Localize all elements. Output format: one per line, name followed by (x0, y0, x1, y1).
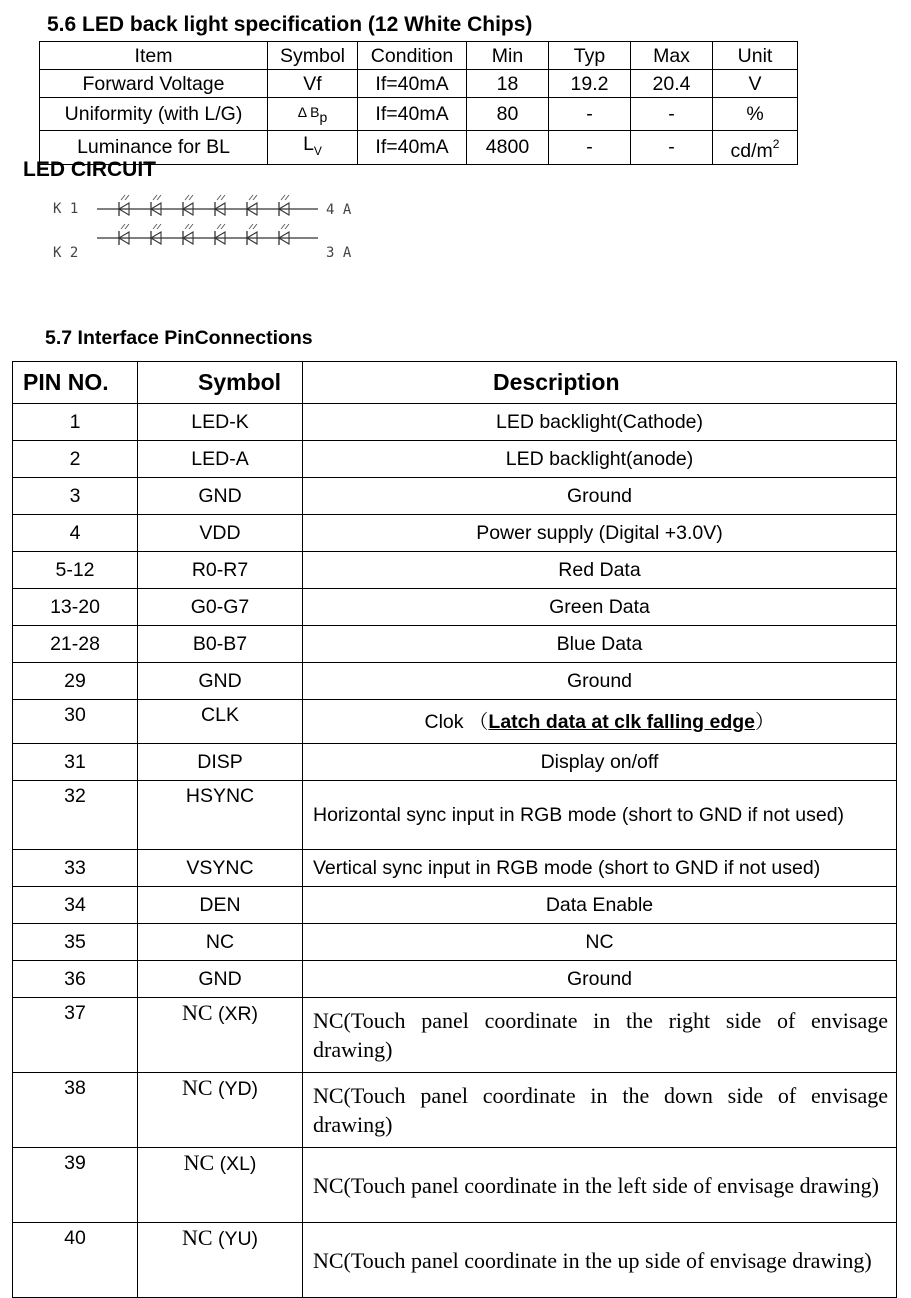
description-cell: NC (303, 924, 897, 961)
description-cell: LED backlight(anode) (303, 441, 897, 478)
description-prefix: Clok （ (424, 710, 489, 733)
cell-typ: 19.2 (549, 70, 631, 98)
table-row (40, 70, 798, 98)
table-row (13, 663, 897, 700)
symbol-cell: GND (138, 663, 303, 700)
led-diode-icon (215, 195, 225, 216)
header-max: Max (631, 42, 713, 70)
header-symbol: Symbol (268, 42, 358, 70)
table-row (13, 478, 897, 515)
table-row (13, 404, 897, 441)
cell-condition: If=40mA (358, 98, 467, 131)
pin-cell: 30 (13, 700, 138, 744)
header-unit: Unit (713, 42, 798, 70)
symbol-text: L (303, 132, 314, 155)
led-diode-icon (279, 224, 289, 245)
description-cell: Ground (303, 478, 897, 515)
symbol-cell: VDD (138, 515, 303, 552)
unit-superscript: 2 (772, 136, 780, 151)
led-diode-icon (151, 195, 161, 216)
symbol-paren: (YU) (217, 1228, 259, 1250)
pin-cell: 40 (13, 1223, 138, 1298)
symbol-cell: DEN (138, 887, 303, 924)
description-cell: Ground (303, 663, 897, 700)
pin-cell: 2 (13, 441, 138, 478)
cell-symbol (268, 130, 358, 164)
table-header-row (13, 362, 897, 404)
unit-text: cd/m (730, 139, 773, 162)
led-diode-icon (119, 195, 129, 216)
description-cell: Blue Data (303, 626, 897, 663)
header-condition: Condition (358, 42, 467, 70)
cell-condition: If=40mA (358, 70, 467, 98)
symbol-cell: VSYNC (138, 850, 303, 887)
table-row (13, 887, 897, 924)
led-diode-icon (215, 224, 225, 245)
led-diode-icon (183, 224, 193, 245)
cell-unit: V (713, 70, 798, 98)
pin-cell: 21-28 (13, 626, 138, 663)
pin-cell: 34 (13, 887, 138, 924)
table-row (13, 924, 897, 961)
table-header-row (40, 42, 798, 70)
table-row (13, 1148, 897, 1223)
table-row (40, 98, 798, 131)
header-min: Min (467, 42, 549, 70)
cell-max: 20.4 (631, 70, 713, 98)
description-emphasis: Latch data at clk falling edge (488, 710, 755, 733)
cell-min: 18 (467, 70, 549, 98)
symbol-cell: HSYNC (138, 781, 303, 850)
symbol-cell: CLK (138, 700, 303, 744)
symbol-cell: GND (138, 478, 303, 515)
pin-cell: 39 (13, 1148, 138, 1223)
description-cell: LED backlight(Cathode) (303, 404, 897, 441)
pin-cell: 3 (13, 478, 138, 515)
description-cell: NC(Touch panel coordinate in the up side of envisage drawing) (303, 1223, 897, 1298)
cell-typ: - (549, 98, 631, 131)
circuit-label-3a: 3 A (326, 245, 352, 261)
cell-min: 4800 (467, 130, 549, 164)
symbol-cell: GND (138, 961, 303, 998)
cell-condition: If=40mA (358, 130, 467, 164)
pin-cell: 37 (13, 998, 138, 1073)
header-description: Description (303, 362, 897, 404)
symbol-paren: (XL) (219, 1153, 257, 1175)
table-row (13, 998, 897, 1073)
led-diode-icon (119, 224, 129, 245)
symbol-nc: NC (181, 1225, 213, 1250)
description-cell: NC(Touch panel coordinate in the left side of envisage drawing) (303, 1148, 897, 1223)
header-pin-no: PIN NO. (13, 362, 138, 404)
symbol-cell: LED-K (138, 404, 303, 441)
cell-min: 80 (467, 98, 549, 131)
table-row (13, 441, 897, 478)
pin-cell: 1 (13, 404, 138, 441)
led-diode-icon (247, 224, 257, 245)
description-suffix: ） (755, 710, 775, 733)
cell-typ: - (549, 130, 631, 164)
symbol-subscript: p (319, 108, 328, 125)
pin-cell: 4 (13, 515, 138, 552)
table-row (13, 744, 897, 781)
led-circuit-diagram (50, 190, 370, 265)
pin-cell: 33 (13, 850, 138, 887)
cell-max: - (631, 130, 713, 164)
description-cell: NC(Touch panel coordinate in the right side of envisage drawing) (303, 998, 897, 1073)
table-row (13, 589, 897, 626)
pin-cell: 29 (13, 663, 138, 700)
cell-symbol (268, 98, 358, 131)
table-row (13, 961, 897, 998)
symbol-paren: (YD) (217, 1078, 259, 1100)
circuit-label-4a: 4 A (326, 202, 352, 218)
pin-cell: 38 (13, 1073, 138, 1148)
table-row (13, 1223, 897, 1298)
backlight-section-title: 5.6 LED back light specification (12 White Chips) (47, 13, 533, 36)
pin-cell: 31 (13, 744, 138, 781)
symbol-nc: NC (183, 1150, 215, 1175)
table-row (13, 552, 897, 589)
symbol-cell: LED-A (138, 441, 303, 478)
backlight-spec-table (39, 41, 798, 165)
cell-item: Uniformity (with L/G) (40, 98, 268, 131)
pin-cell: 13-20 (13, 589, 138, 626)
led-diode-icon (151, 224, 161, 245)
symbol-paren: (XR) (217, 1003, 259, 1025)
cell-symbol (268, 70, 358, 98)
symbol-cell: G0-G7 (138, 589, 303, 626)
pin-cell: 32 (13, 781, 138, 850)
header-typ: Typ (549, 42, 631, 70)
cell-unit (713, 130, 798, 164)
table-row (13, 515, 897, 552)
led-diode-icon (247, 195, 257, 216)
description-cell: Ground (303, 961, 897, 998)
pin-cell: 35 (13, 924, 138, 961)
description-cell: Data Enable (303, 887, 897, 924)
table-row (13, 850, 897, 887)
cell-item: Forward Voltage (40, 70, 268, 98)
header-symbol: Symbol (138, 362, 303, 404)
circuit-label-k1: K 1 (53, 201, 79, 217)
symbol-nc: NC (181, 1000, 213, 1025)
pin-cell: 5-12 (13, 552, 138, 589)
header-item: Item (40, 42, 268, 70)
led-string-1 (97, 195, 318, 216)
cell-max: - (631, 98, 713, 131)
led-diode-icon (279, 195, 289, 216)
description-cell (303, 700, 897, 744)
description-cell: Vertical sync input in RGB mode (short to GND if not used) (303, 850, 897, 887)
symbol-cell: R0-R7 (138, 552, 303, 589)
symbol-cell (138, 1073, 303, 1148)
table-row (13, 700, 897, 744)
interface-section-title: 5.7 Interface PinConnections (45, 327, 313, 349)
led-string-2 (97, 224, 318, 245)
cell-unit: % (713, 98, 798, 131)
table-row (13, 1073, 897, 1148)
symbol-nc: NC (181, 1075, 213, 1100)
symbol-cell: NC (138, 924, 303, 961)
symbol-cell (138, 1148, 303, 1223)
led-circuit-title: LED CIRCUIT (23, 158, 156, 181)
description-cell: Red Data (303, 552, 897, 589)
description-cell: NC(Touch panel coordinate in the down side of envisage drawing) (303, 1073, 897, 1148)
description-cell: Power supply (Digital +3.0V) (303, 515, 897, 552)
pin-connections-table (12, 361, 897, 1298)
symbol-cell (138, 998, 303, 1073)
description-cell: Green Data (303, 589, 897, 626)
pin-cell: 36 (13, 961, 138, 998)
led-diode-icon (183, 195, 193, 216)
description-cell: Display on/off (303, 744, 897, 781)
table-row (13, 626, 897, 663)
symbol-cell (138, 1223, 303, 1298)
table-row (13, 781, 897, 850)
description-cell: Horizontal sync input in RGB mode (short to GND if not used) (303, 781, 897, 850)
symbol-cell: B0-B7 (138, 626, 303, 663)
cell-item: Luminance for BL (40, 130, 268, 164)
symbol-text: Vf (303, 72, 322, 95)
circuit-label-k2: K 2 (53, 245, 79, 261)
symbol-text: Δ B (297, 104, 320, 120)
symbol-subscript: V (313, 143, 322, 158)
symbol-cell: DISP (138, 744, 303, 781)
